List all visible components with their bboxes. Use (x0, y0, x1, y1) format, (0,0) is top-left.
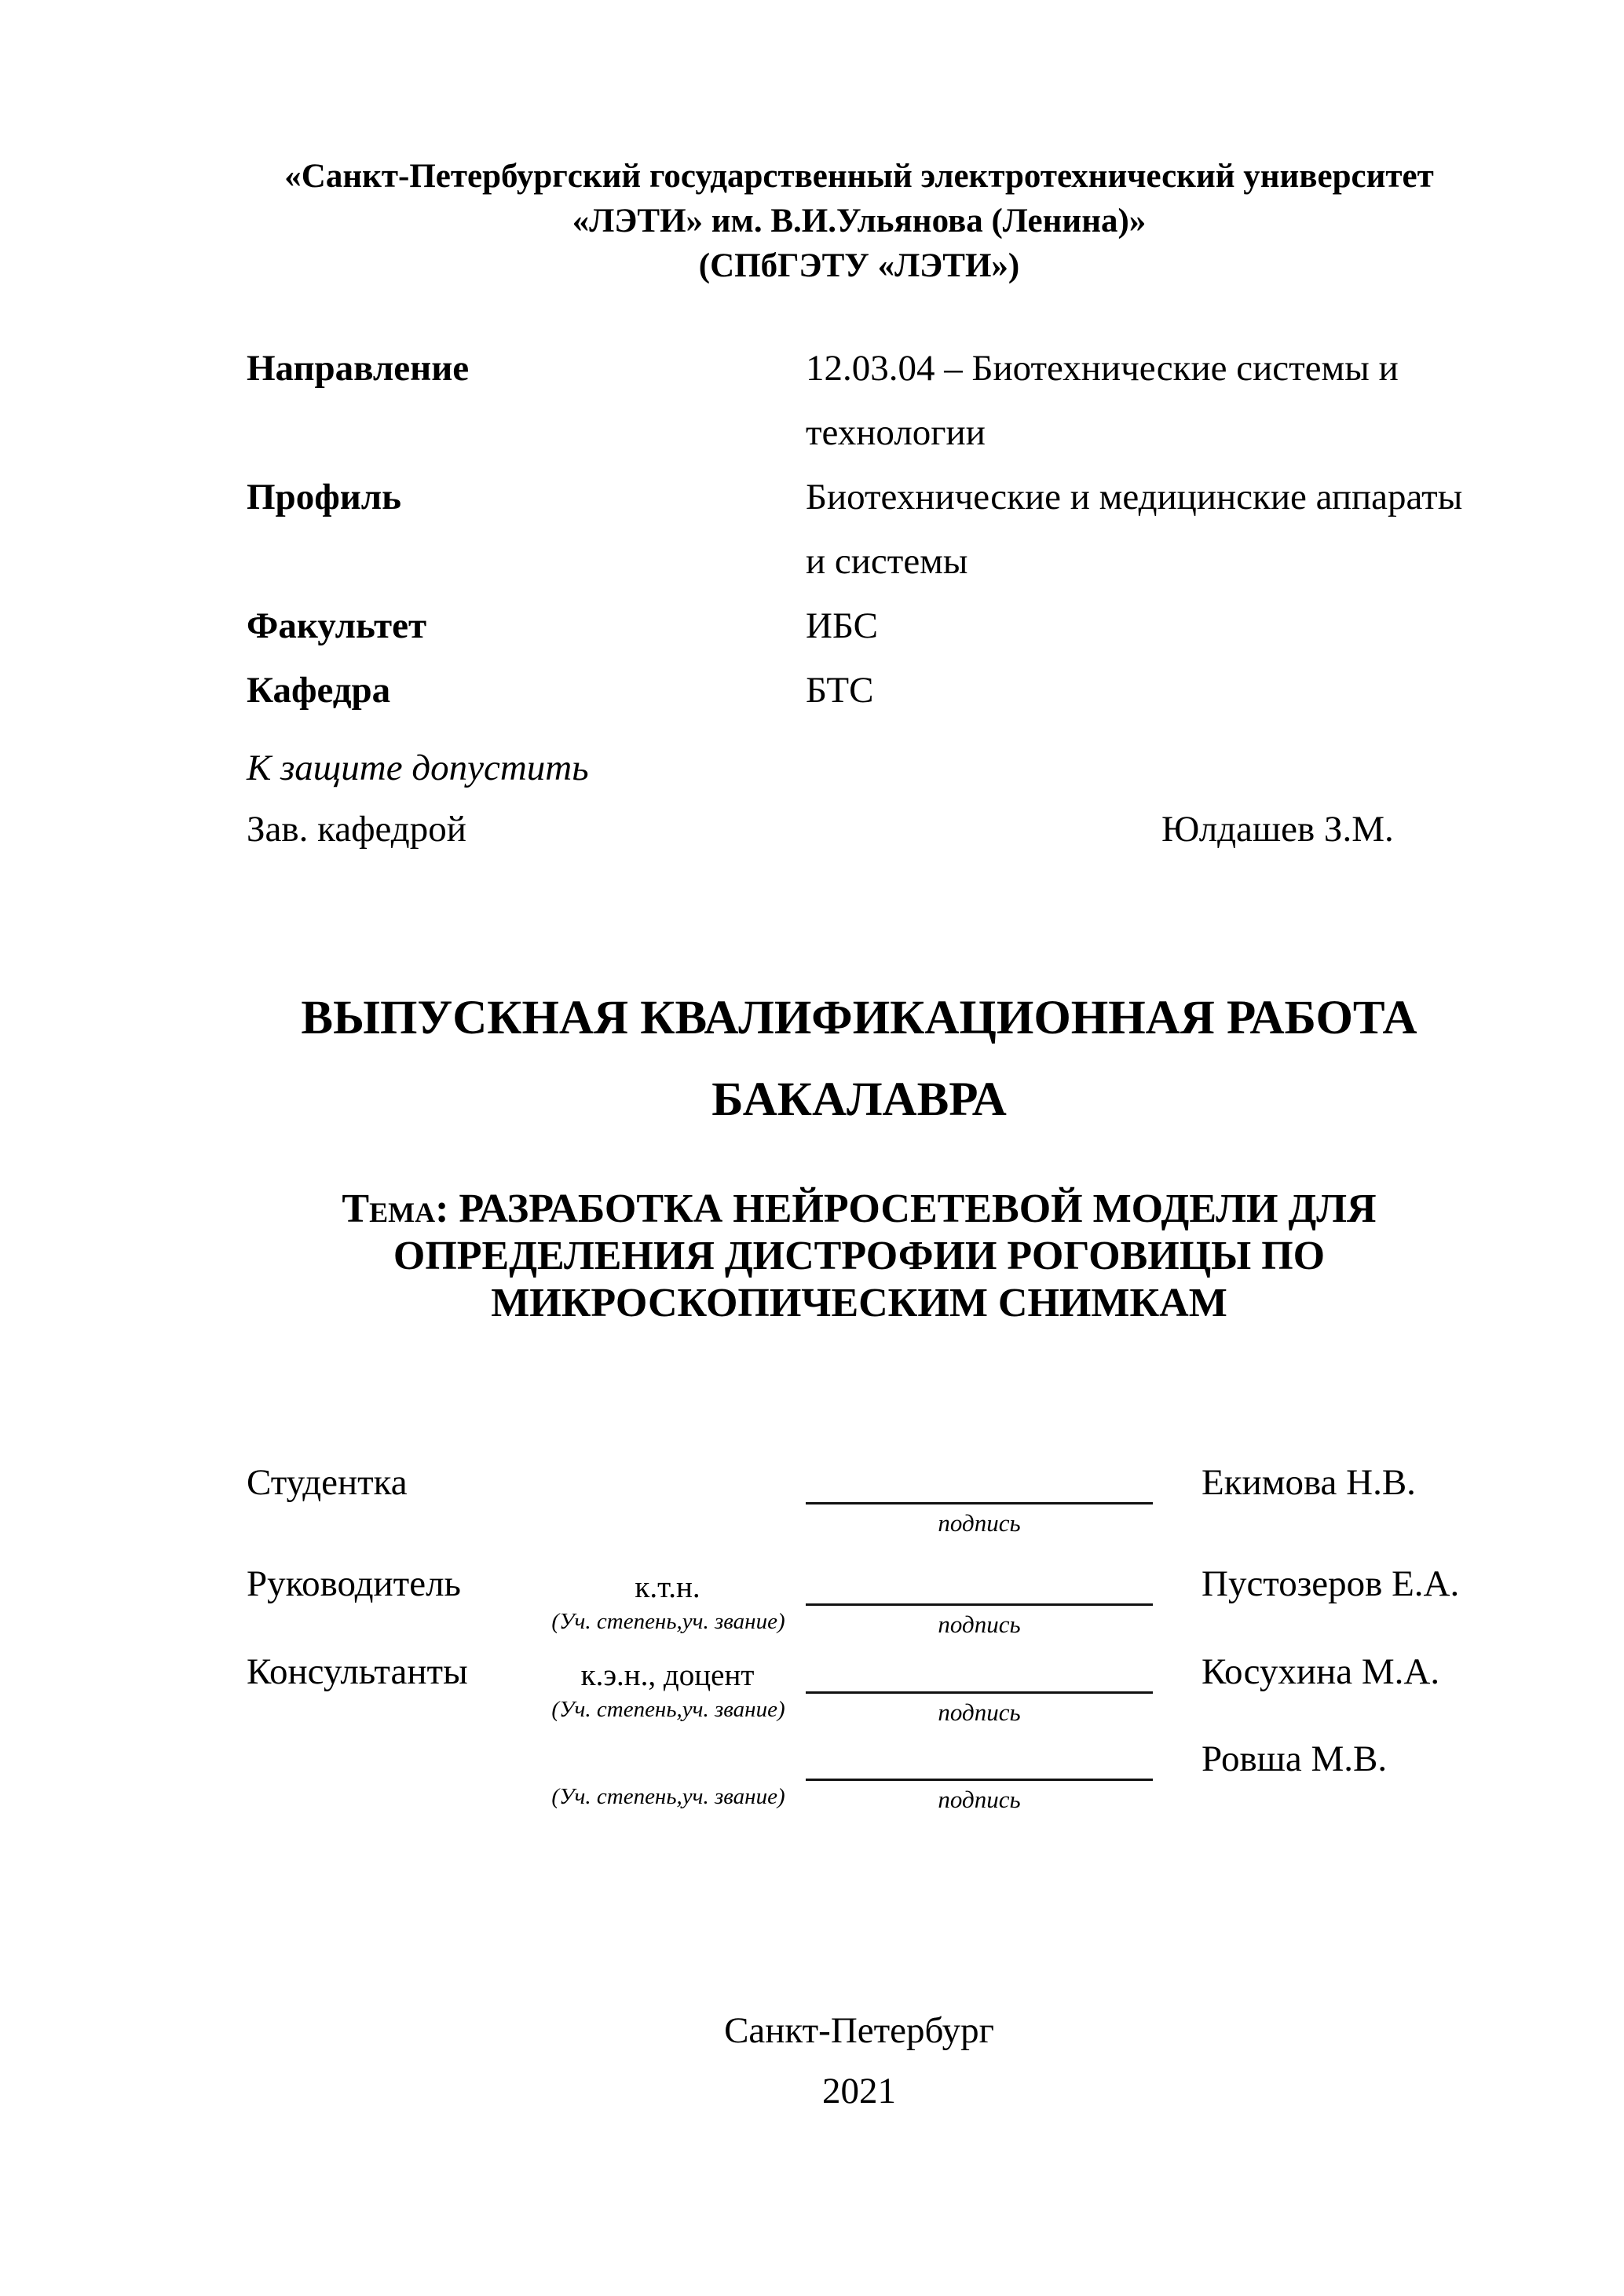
consultant2-degree-caption: (Уч. степень,уч. звание) (551, 1784, 785, 1809)
student-label: Студентка (247, 1462, 408, 1503)
consultant1-signature-caption: подпись (938, 1698, 1021, 1726)
consultant2-signature-caption: подпись (938, 1786, 1021, 1813)
signature-row-consultant-1 (247, 1651, 1519, 1737)
consultants-label: Консультанты (247, 1651, 468, 1692)
consultant1-name: Косухина М.А. (1202, 1651, 1440, 1692)
theme-prefix: Тема: (342, 1186, 449, 1231)
theme-block (247, 1186, 1472, 1327)
profile-label: Профиль (247, 477, 402, 517)
student-signature-caption: подпись (938, 1509, 1021, 1537)
footer-year: 2021 (822, 2071, 896, 2111)
theme-line3: МИКРОСКОПИЧЕСКИМ СНИМКАМ (491, 1281, 1227, 1325)
supervisor-name: Пустозеров Е.А. (1202, 1563, 1460, 1604)
work-title-line2: БАКАЛАВРА (711, 1073, 1007, 1126)
work-title-line1: ВЫПУСКНАЯ КВАЛИФИКАЦИОННАЯ РАБОТА (301, 992, 1417, 1044)
supervisor-degree: к.т.н. (635, 1570, 700, 1604)
department-value: БТС (806, 670, 874, 711)
signature-row-student (247, 1461, 1519, 1548)
theme-line1 (247, 1186, 1472, 1233)
consultant1-signature-area (806, 1651, 1153, 1728)
consultant2-signature-area (806, 1738, 1153, 1815)
consultant2-name: Ровша М.В. (1202, 1738, 1388, 1779)
university-abbreviation: (СПбГЭТУ «ЛЭТИ») (698, 247, 1020, 284)
footer (247, 2001, 1472, 2122)
department-head-row (247, 807, 1472, 851)
footer-city: Санкт-Петербург (724, 2010, 994, 2051)
faculty-label: Факультет (247, 605, 427, 646)
supervisor-label: Руководитель (247, 1563, 461, 1604)
department-row (247, 658, 1472, 722)
direction-label: Направление (247, 348, 470, 389)
direction-value: 12.03.04 – Биотехнические системы и технологии (806, 348, 1399, 453)
university-header (247, 154, 1472, 288)
consultant1-degree-caption: (Уч. степень,уч. звание) (551, 1697, 785, 1722)
student-name: Екимова Н.В. (1202, 1462, 1416, 1503)
signature-row-supervisor (247, 1563, 1519, 1649)
theme-line2: ОПРЕДЕЛЕНИЯ ДИСТРОФИИ РОГОВИЦЫ ПО (393, 1234, 1326, 1278)
consultant1-signature-line (806, 1651, 1153, 1694)
university-name-line2: «ЛЭТИ» им. В.И.Ульянова (Ленина)» (572, 203, 1147, 239)
supervisor-signature-area (806, 1563, 1153, 1640)
profile-value: Биотехнические и медицинские аппараты и системы (806, 477, 1463, 582)
consultant1-degree: к.э.н., доцент (580, 1658, 755, 1692)
profile-row (247, 465, 1472, 594)
signature-row-consultant-2 (247, 1738, 1519, 1824)
program-info-block (247, 336, 1472, 722)
supervisor-signature-line (806, 1563, 1153, 1606)
consultant2-signature-line (806, 1738, 1153, 1781)
supervisor-signature-caption: подпись (938, 1610, 1021, 1638)
department-head-name: Юлдашев З.М. (1161, 809, 1394, 850)
department-head-label: Зав. кафедрой (247, 809, 466, 850)
department-label: Кафедра (247, 670, 391, 711)
faculty-row (247, 594, 1472, 658)
faculty-value: ИБС (806, 605, 878, 646)
student-signature-area (806, 1461, 1153, 1539)
admit-to-defense-line: К защите допустить (247, 748, 589, 788)
student-signature-line (806, 1461, 1153, 1504)
work-title (247, 978, 1472, 1141)
university-name-line1: «Санкт-Петербургский государственный электротехнический университет (284, 158, 1434, 195)
theme-line1-text: РАЗРАБОТКА НЕЙРОСЕТЕВОЙ МОДЕЛИ ДЛЯ (448, 1186, 1377, 1231)
direction-row (247, 336, 1472, 465)
supervisor-degree-caption: (Уч. степень,уч. звание) (551, 1609, 785, 1634)
